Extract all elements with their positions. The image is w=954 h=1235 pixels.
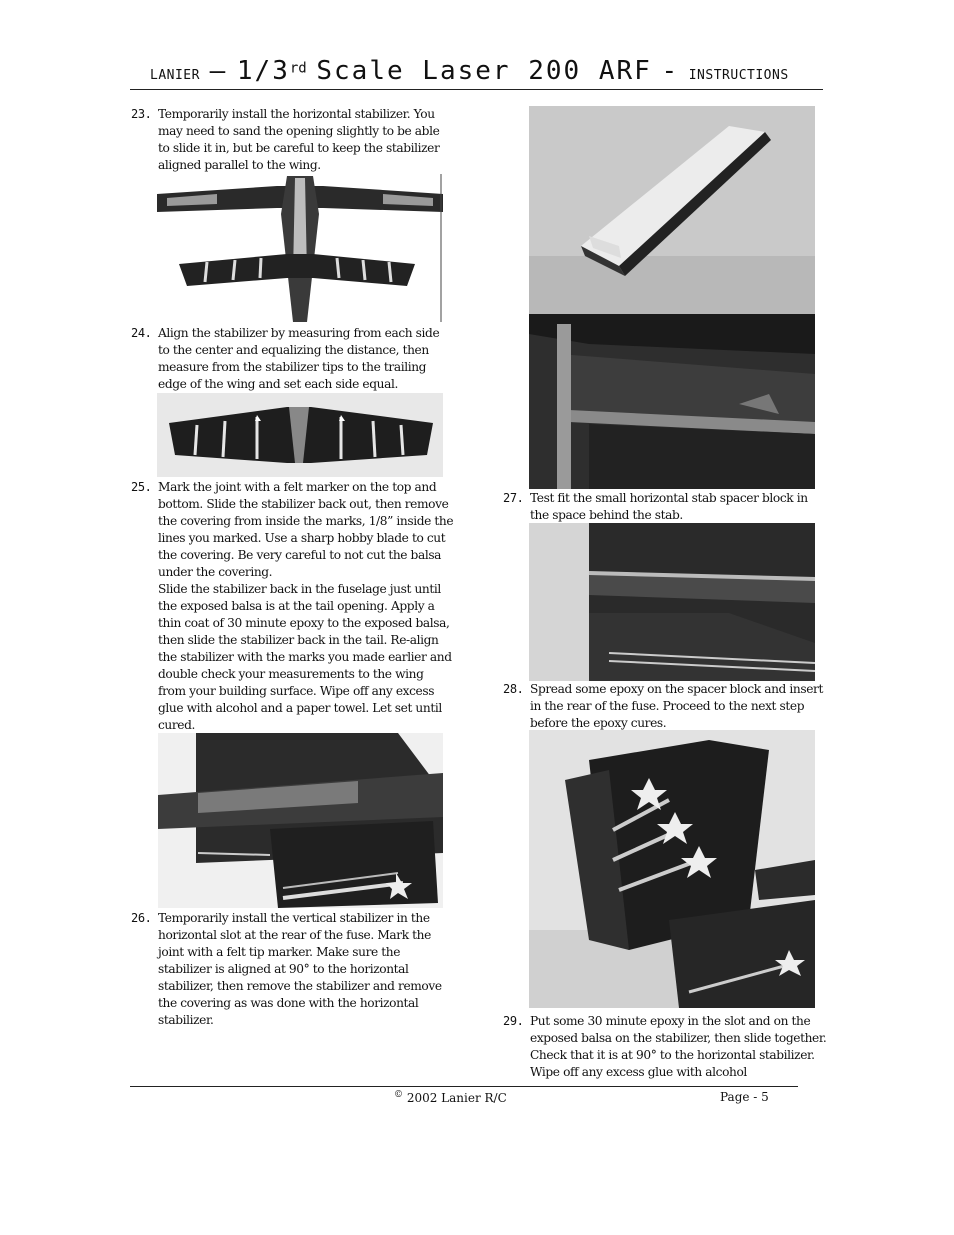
step-text: Temporarily install the horizontal stabilizer. You may need to sand the opening slightly to be able to slide it in, but be careful to keep the stabilizer aligned parallel to the wing.	[158, 107, 440, 172]
footer-rule	[130, 1086, 798, 1087]
step-27	[503, 490, 833, 524]
step-23	[131, 106, 461, 176]
header-instructions: INSTRUCTIONS	[688, 68, 789, 83]
step-25	[131, 479, 461, 734]
page-header	[150, 56, 800, 86]
photo-stab-spacer-fit	[529, 314, 815, 489]
step-text-continued: Slide the stabilizer back in the fuselage just until the exposed balsa is at the tail opening. Apply a thin coat of 30 minute epoxy to the exposed balsa, then slide the stabilizer back in the tail. Re-align the stabilizer with the marks you made earlier and double check your measurements to the wing from your building surface. Wipe off any excess glue with alcohol and a paper towel. Let set until cured.	[158, 582, 452, 732]
step-number: 24.	[131, 326, 152, 340]
step-number: 23.	[131, 107, 152, 121]
photo-vertical-stab-installed	[529, 730, 815, 1008]
photo-stabilizer-glued	[158, 733, 443, 908]
photo-spacer-block	[529, 106, 815, 314]
header-title-sup: rd	[289, 60, 307, 77]
step-text: Spread some epoxy on the spacer block and insert in the rear of the fuse. Proceed to the next step before the epoxy cures.	[530, 682, 823, 730]
step-24	[131, 325, 461, 393]
step-number: 25.	[131, 480, 152, 494]
step-28	[503, 681, 833, 731]
photo-stabilizer-aligned	[157, 393, 443, 477]
step-number: 26.	[131, 911, 152, 925]
photo-spacer-test-fit	[529, 523, 815, 681]
step-text: Put some 30 minute epoxy in the slot and on the exposed balsa on the stabilizer, then slide together. Check that it is at 90° to the horizontal stabilizer. Wipe off any excess glue with alcohol	[530, 1014, 827, 1079]
page-number: Page - 5	[720, 1090, 769, 1104]
header-brand: LANIER	[150, 68, 200, 83]
step-26	[131, 910, 461, 1030]
photo-horizontal-stab-installed	[157, 174, 443, 322]
step-number: 28.	[503, 682, 524, 696]
step-text: Test fit the small horizontal stab spacer block in the space behind the stab.	[530, 491, 808, 522]
copyright-symbol: ©	[394, 1090, 403, 1100]
header-rule	[130, 89, 823, 90]
header-title-fraction: 1/3	[236, 56, 290, 86]
step-29	[503, 1013, 833, 1083]
header-dash: –	[209, 56, 228, 86]
step-text: Mark the joint with a felt marker on the top and bottom. Slide the stabilizer back out, then remove the covering from inside the marks, 1/8” inside the lines you marked. Use a sharp hobby blade to cut the covering. Be very careful to not cut the balsa under the covering.	[158, 480, 454, 579]
copyright-text: 2002 Lanier R/C	[406, 1091, 507, 1105]
step-text: Temporarily install the vertical stabilizer in the horizontal slot at the rear of the fuse. Mark the joint with a felt tip marker. Make sure the stabilizer is aligned at 90° to the horizontal stabilizer, then remove the stabilizer and remove the covering as was done with the horizontal stabilizer.	[158, 911, 442, 1027]
header-dash-2: -	[661, 56, 680, 86]
step-number: 29.	[503, 1014, 524, 1028]
step-text: Align the stabilizer by measuring from each side to the center and equalizing the distance, then measure from the stabilizer tips to the trailing edge of the wing and set each side equal.	[158, 326, 440, 391]
footer-copyright	[394, 1090, 507, 1105]
step-number: 27.	[503, 491, 524, 505]
header-title: Scale Laser 200 ARF	[316, 56, 652, 86]
